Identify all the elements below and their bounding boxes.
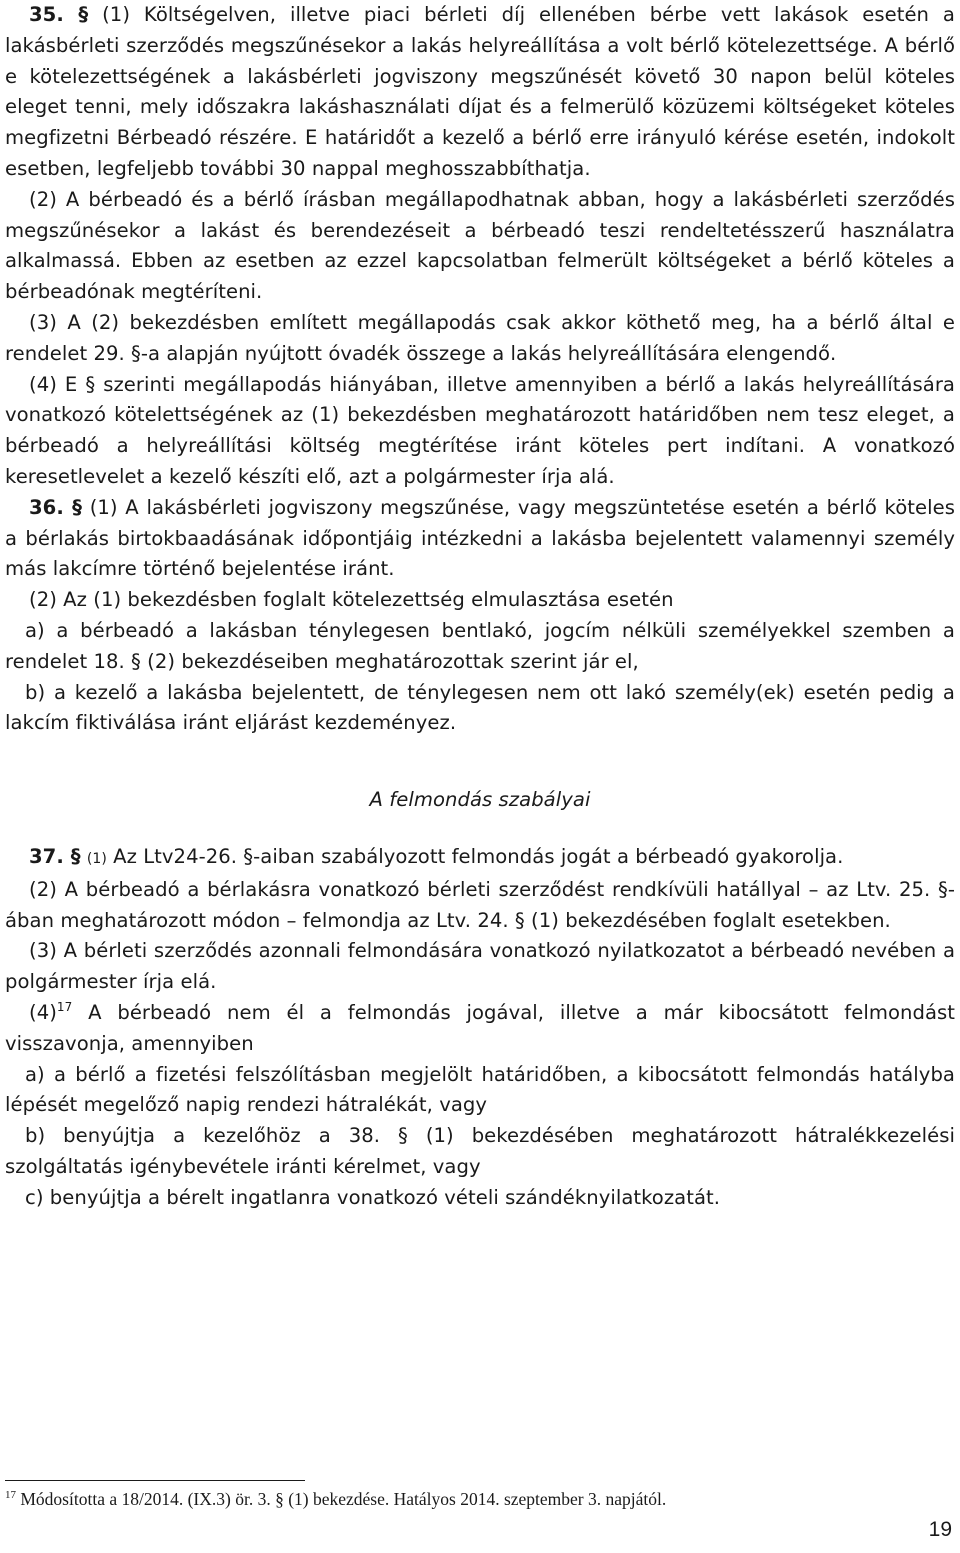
page-number: 19 [928, 1518, 952, 1541]
section-number: 37. § [29, 844, 81, 868]
footnote-text: Módosította a 18/2014. (IX.3) ör. 3. § (1) bekezdése. Hatályos 2014. szeptember 3. napjától. [20, 1489, 667, 1509]
list-item-b: b) benyújtja a kezelőhöz a 38. § (1) bekezdésében meghatározott hátralékkezelési szolgáltatás igénybevétele iránti kérelmet, vagy [5, 1124, 955, 1178]
paragraph-37-2: (2) A bérbeadó a bérlakásra vonatkozó bérleti szerződést rendkívüli hatállyal – az Ltv. 25. §-ában meghatározott módon – felmondja az Ltv. 24. § (1) bekezdésében foglalt esetekben. [5, 877, 955, 932]
paragraph-35-2: (2) A bérbeadó és a bérlő írásban megállapodhatnak abban, hogy a lakásbérleti szerződés megszűnésekor a lakást és berendezéseit a bérbeadó teszi rendeltetésszerű használatra alkalmassá. Ebben az esetben az ezzel kapcsolatban felmerült költségeket a bérlő köteles a bérbeadónak megtéríteni. [5, 187, 955, 304]
paragraph-37-4: (4)$^{17}$ A bérbeadó nem él a felmondás jogával, illetve a már kibocsátott felmondást visszavonja, amennyiben [5, 999, 955, 1055]
paragraph-36-1: 36. § (1) A lakásbérleti jogviszony megszűnése, vagy megszüntetése esetén a bérlő köteles a bérlakás birtokbaadásának időpontjáig intézkedni a lakásba bejelentett valamennyi személy más lakcímre történő bejelentése iránt. [5, 495, 955, 581]
section-heading: A felmondás szabályai [369, 788, 591, 812]
paragraph-35-4: (4) E § szerinti megállapodás hiányában, illetve amennyiben a bérlő a lakás helyreállítására vonatkozó kötelettségének az (1) bekezdésben meghatározott határidőben nem tesz eleget, a bérbeadó a helyreállítási költség megtérítése iránt köteles pert indítani. A vonatkozó keresetlevelet a kezelő készíti elő, azt a polgármester írja alá. [5, 372, 955, 488]
footnote-number: 17 [5, 1489, 16, 1501]
paragraph-35-1: 35. § (1) Költségelven, illetve piaci bérleti díj ellenében bérbe vett lakások esetén a lakásbérleti szerződés megszűnésekor a lakás helyreállítása a volt bérlő kötelezettsége. A bérlő e kötelezettségének a lakásbérleti jogviszony megszűnését követő 30 napon belül köteles eleget tenni, mely időszakra lakáshasználati díjat és a felmerülő közüzemi költségeket köteles megfizetni Bérbeadó részére. E határidőt a kezelő a bérlő erre irányuló kérése esetén, indokolt esetben, legfeljebb további 30 nappal meghosszabbíthatja. [5, 3, 955, 180]
paragraph-37-1: 37. § (1) Az Ltv24-26. §-aiban szabályozott felmondás jogát a bérbeadó gyakorolja. [29, 844, 844, 868]
footnote-divider [5, 1480, 305, 1481]
footnote [5, 1488, 945, 1510]
paragraph-37-3: (3) A bérleti szerződés azonnali felmondására vonatkozó nyilatkozatot a bérbeadó nevében a polgármester írja elá. [5, 939, 955, 994]
list-item-c: c) benyújtja a bérelt ingatlanra vonatkozó vételi szándéknyilatkozatát. [25, 1185, 721, 1209]
section-number: 35. § [29, 3, 89, 26]
body-text [5, 0, 955, 1213]
section-number: 36. § [29, 495, 82, 519]
paragraph-35-3: (3) A (2) bekezdésben említett megállapodás csak akkor köthető meg, ha a bérlő által e rendelet 29. §-a alapján nyújtott óvadék összege a lakás helyreállítására elengendő. [5, 310, 955, 365]
paragraph-36-2: (2) Az (1) bekezdésben foglalt kötelezettség elmulasztása esetén [29, 588, 674, 612]
footnote-reference[interactable]: 17 [56, 999, 73, 1014]
list-item-a: a) a bérlő a fizetési felszólításban megjelölt határidőben, a kibocsátott felmondás hatályba lépését megelőző napig rendezi hátralékát, vagy [5, 1062, 955, 1117]
paragraph-36-2a: a) a bérbeadó a lakásban ténylegesen bentlakó, jogcím nélküli személyekkel szemben a rendelet 18. § (2) bekezdéseiben meghatározottak szerint jár el, [5, 618, 955, 673]
paragraph-36-2b: b) a kezelő a lakásba bejelentett, de ténylegesen nem ott lakó személy(ek) esetén pedig a lakcím fiktiválása iránt eljárást kezdeményez. [5, 680, 955, 735]
